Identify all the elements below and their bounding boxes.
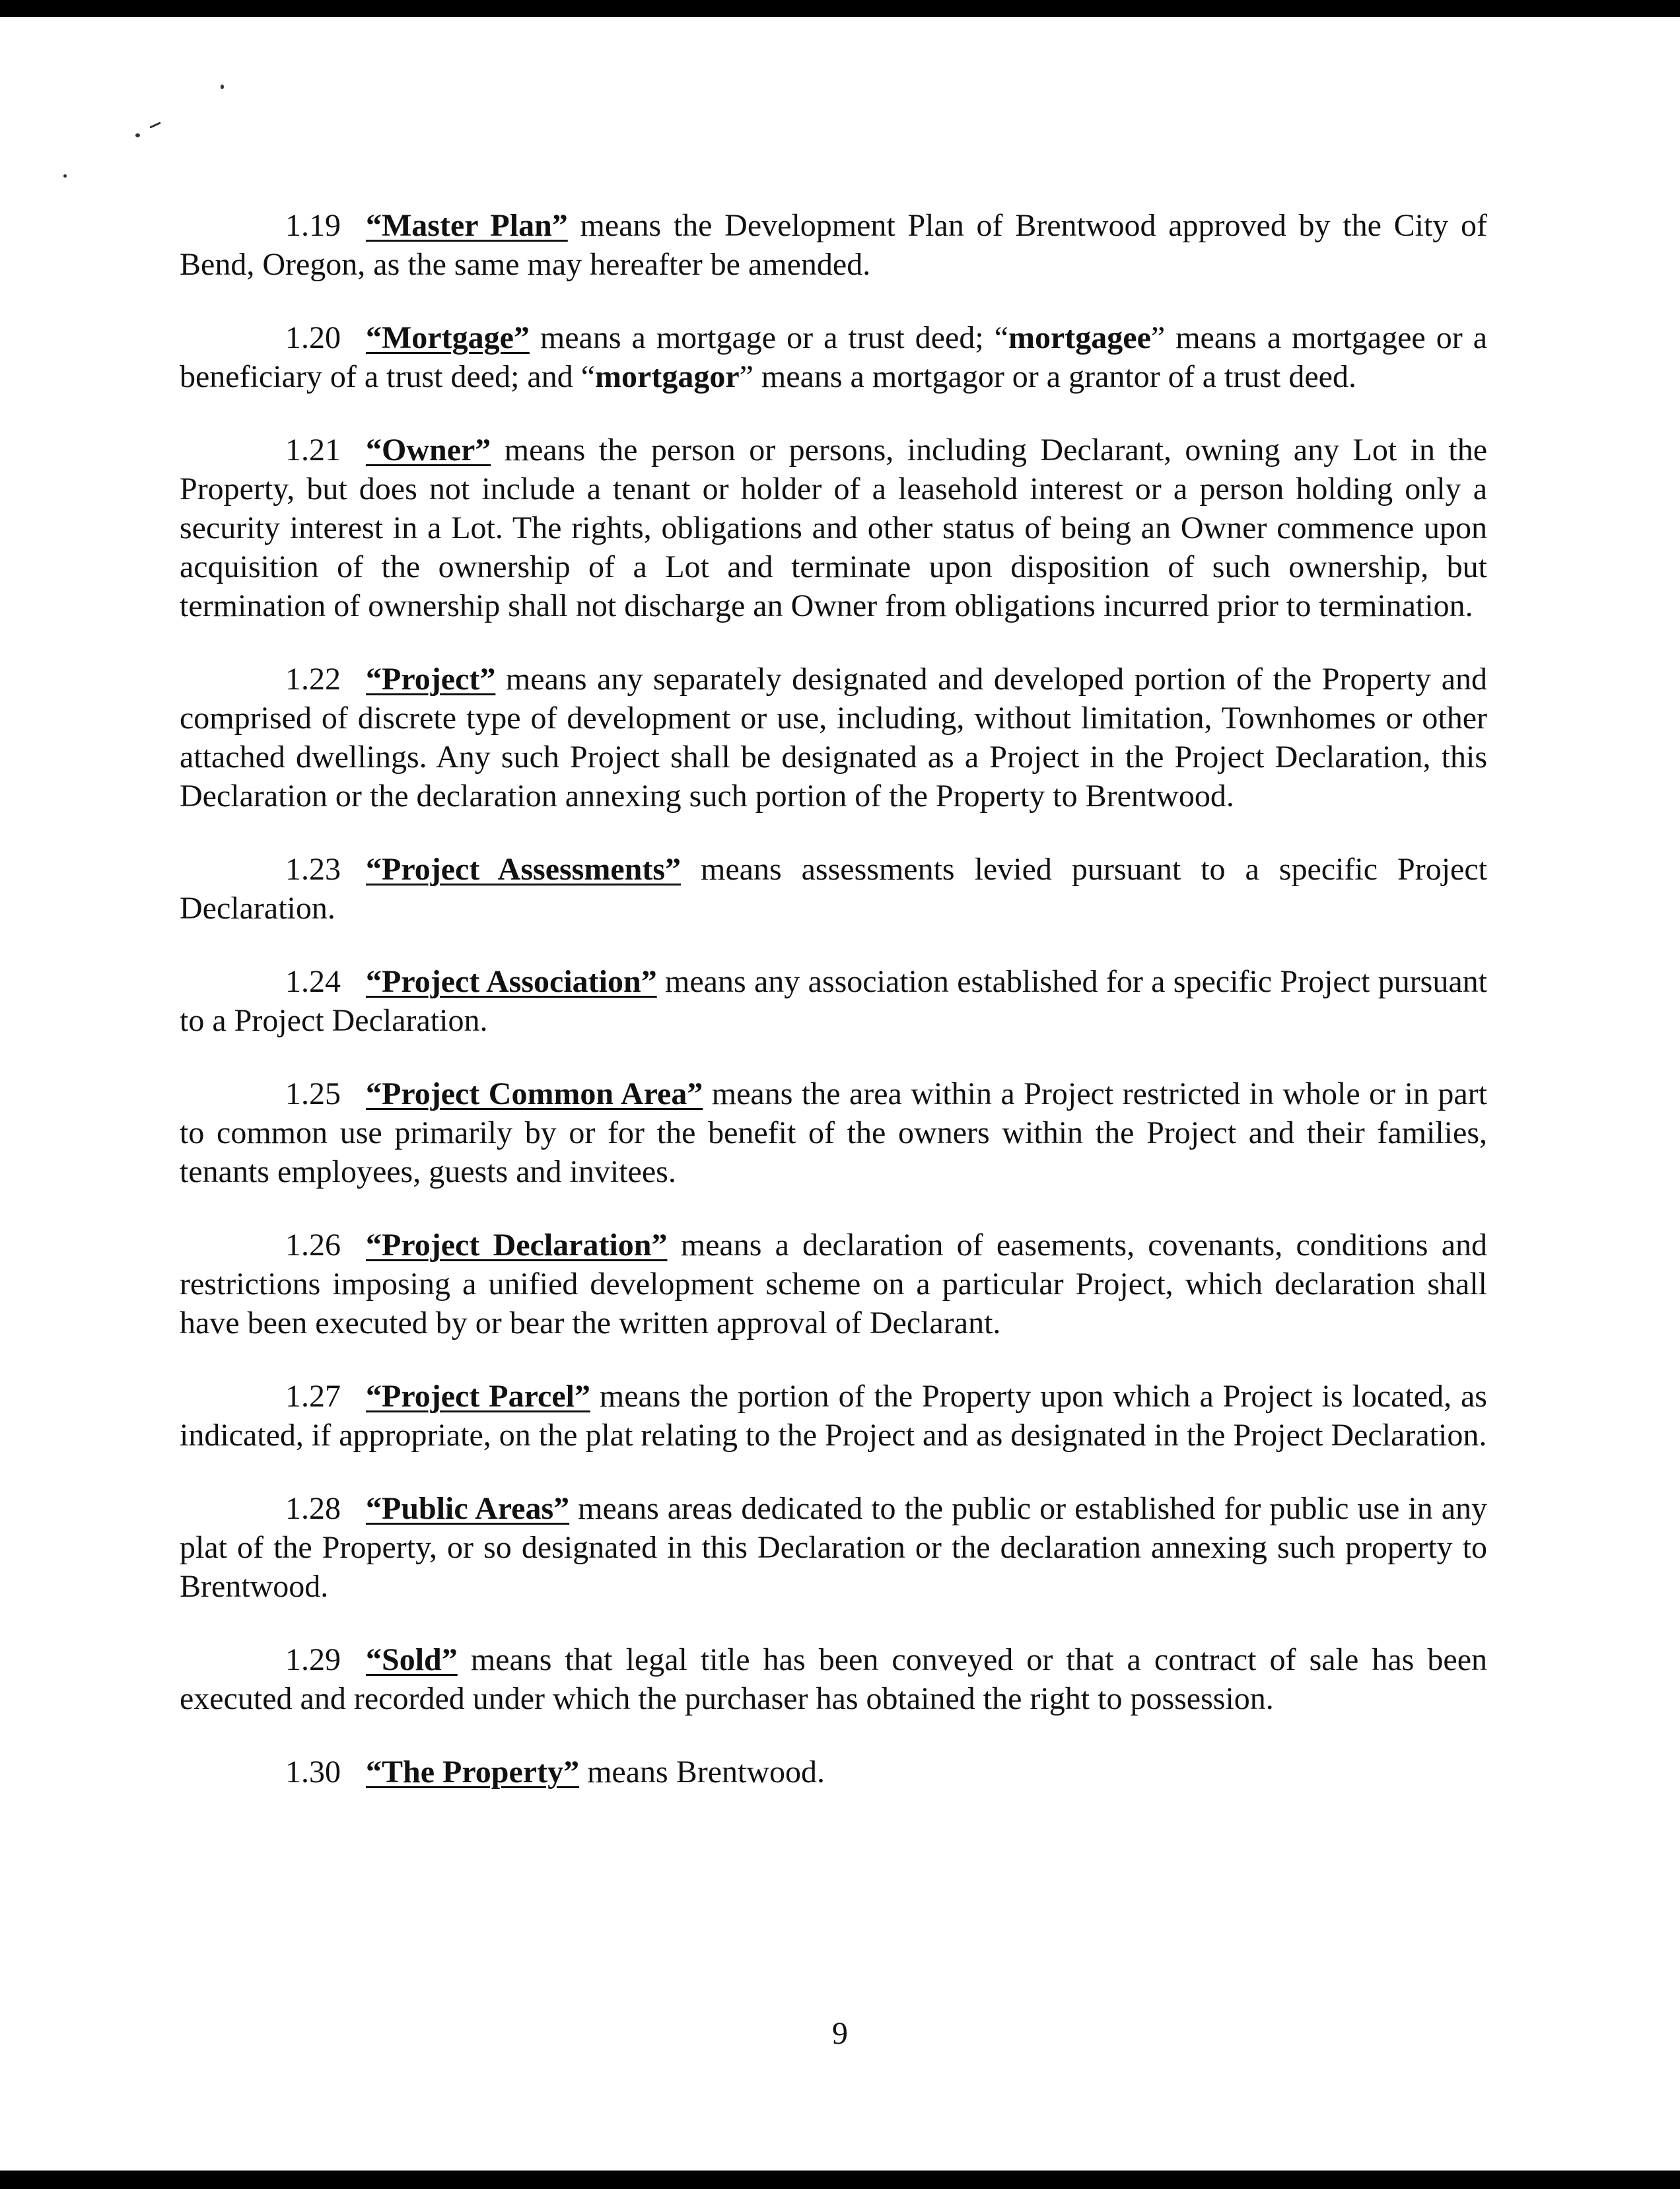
defined-term: “Master Plan” [366,208,568,243]
definition-1-23 [180,850,1487,928]
definition-text: means any separately designated and developed portion of the Property and comprised of discrete type of development or use, including, without limitation, Townhomes or other attached dwellings. Any such Project shall be designated as a Project in the Project Declaration, this Declaration or the declaration annexing such portion of the Property to Brentwood. [180,662,1487,814]
scan-border-top [0,0,1680,17]
section-number: 1.20 [285,320,341,355]
defined-term: “Project” [366,662,496,697]
defined-term: “Project Association” [366,964,657,999]
definition-text: ” means a mortgagee or a beneficiary of a trust deed; and “ [180,320,1487,394]
section-number: 1.25 [285,1076,341,1111]
definition-text: means a mortgage or a trust deed; “ [529,320,1008,355]
defined-term: “The Property” [366,1755,580,1789]
section-number: 1.27 [285,1379,341,1414]
scan-speck [63,174,67,178]
section-number: 1.19 [285,208,341,243]
definition-text: means that legal title has been conveyed or that a contract of sale has been executed and recorded under which the purchaser has obtained the right to possession. [180,1642,1487,1716]
definition-text: means the area within a Project restricted in whole or in part to common use primarily by or for the benefit of the owners within the Project and their families, tenants employees, guests and invitees. [180,1076,1487,1189]
section-number: 1.23 [285,852,341,887]
scan-speck [149,122,161,128]
definition-text: means Brentwood. [579,1755,825,1789]
bold-term: mortgagee [1008,320,1151,355]
scan-border-bottom [0,2171,1680,2189]
definition-1-19 [180,206,1487,284]
section-number: 1.24 [285,964,341,999]
definition-1-25 [180,1074,1487,1191]
section-number: 1.22 [285,662,341,697]
definition-text: means assessments levied pursuant to a specific Project Declaration. [180,852,1487,926]
defined-term: “Public Areas” [366,1491,570,1526]
bold-term: mortgagor [595,359,740,394]
definition-1-28 [180,1489,1487,1606]
definition-text: means the person or persons, including Declarant, owning any Lot in the Property, but does not include a tenant or holder of a leasehold interest or a person holding only a security interest in a Lot. The rights, obligations and other status of being an Owner commence upon acquisition of the ownership of a Lot and terminate upon disposition of such ownership, but termination of ownership shall not discharge an Owner from obligations incurred prior to termination. [180,433,1487,623]
defined-term: “Owner” [366,433,491,468]
section-number: 1.29 [285,1642,341,1677]
definition-1-21 [180,431,1487,625]
scan-speck [135,133,140,137]
definition-1-27 [180,1377,1487,1455]
definition-text: ” means a mortgagor or a grantor of a trust deed. [739,359,1356,394]
definition-1-29 [180,1640,1487,1718]
definition-text: means the Development Plan of Brentwood approved by the City of Bend, Oregon, as the same may hereafter be amended. [180,208,1487,282]
definition-1-24 [180,962,1487,1040]
section-number: 1.21 [285,433,341,468]
definition-text: means any association established for a specific Project pursuant to a Project Declaration. [180,964,1487,1038]
definition-1-22 [180,660,1487,816]
defined-term: “Project Declaration” [366,1228,668,1263]
section-number: 1.26 [285,1228,341,1263]
section-number: 1.28 [285,1491,341,1526]
defined-term: “Project Parcel” [366,1379,590,1414]
definition-text: means the portion of the Property upon which a Project is located, as indicated, if appropriate, on the plat relating to the Project and as designated in the Project Declaration. [180,1379,1487,1453]
defined-term: “Project Common Area” [366,1076,703,1111]
scan-speck [221,85,224,89]
definition-1-30 [180,1753,1487,1791]
defined-term: “Sold” [366,1642,458,1677]
defined-term: “Mortgage” [366,320,530,355]
defined-term: “Project Assessments” [366,852,682,887]
definition-text: means areas dedicated to the public or established for public use in any plat of the Property, or so designated in this Declaration or the declaration annexing such property to Brentwood. [180,1491,1487,1604]
page-number: 9 [832,2016,848,2051]
definition-text: means a declaration of easements, covenants, conditions and restrictions imposing a unified development scheme on a particular Project, which declaration shall have been executed by or bear the written approval of Declarant. [180,1228,1488,1340]
section-number: 1.30 [285,1755,341,1789]
definition-1-20 [180,318,1487,396]
definition-1-26 [180,1226,1487,1342]
document-body [180,206,1487,1826]
